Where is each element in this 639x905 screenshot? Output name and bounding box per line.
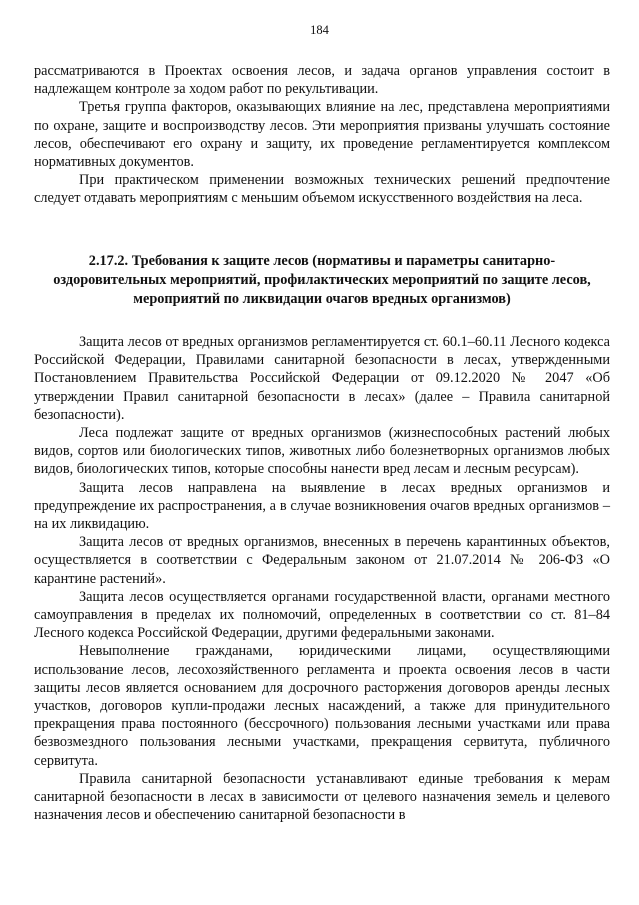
paragraph: Защита лесов осуществляется органами государственной власти, органами местного самоуправления в пределах их полномочий, определенных в соответствии со ст. 81–84 Лесного кодекса Российской Федерации, другими федеральными законами. xyxy=(34,588,610,642)
paragraph: Защита лесов от вредных организмов регламентируется ст. 60.1–60.11 Лесного кодекса Российской Федерации, Правилами санитарной безопасности в лесах, утвержденными Постановлением Правительства Российской Федерации от 09.12.2020 № 2047 «Об утверждении Правил санитарной безопасности в лесах» (далее – Правила санитарной безопасности). xyxy=(34,334,610,423)
section-body xyxy=(34,333,610,824)
paragraph: При практическом применении возможных технических решений предпочтение следует отдавать мероприятиям с меньшим объемом искусственного воздействия на леса. xyxy=(34,172,610,207)
paragraph: рассматриваются в Проектах освоения лесов, и задача органов управления состоит в надлежащем контроле за ходом работ по рекультивации. xyxy=(34,63,610,98)
paragraph: Леса подлежат защите от вредных организмов (жизнеспособных растений любых видов, сортов или биологических типов, животных либо болезнетворных организмов любых видов, биологических типов, которые способны нанести вред лесам и лесным ресурсам). xyxy=(34,425,610,478)
section-heading: 2.17.2. Требования к защите лесов (нормативы и параметры санитарно-оздоровительных мероприятий, профилактических мероприятий по защите лесов, мероприятий по ликвидации очагов вредных организмов) xyxy=(53,253,591,307)
paragraph: Правила санитарной безопасности устанавливают единые требования к мерам санитарной безопасности в лесах в зависимости от целевого назначения земель и целевого назначения лесов и обеспечению санитарной безопасности в xyxy=(34,770,610,824)
paragraph: Невыполнение гражданами, юридическими лицами, осуществляющими использование лесов, лесохозяйственного регламента и проекта освоения лесов в части защиты лесов является основанием для досрочного расторжения договоров аренды лесных участков, договоров купли-продажи лесных насаждений, а также для принудительного прекращения права постоянного (бессрочного) пользования лесными участками или права безвозмездного пользования лесными участками, прекращения сервитута, публичного сервитута. xyxy=(34,643,610,769)
paragraph: Третья группа факторов, оказывающих влияние на лес, представлена мероприятиями по охране, защите и воспроизводству лесов. Эти мероприятия призваны улучшать состояние лесов, обеспечивают его охрану и защиту, их проведение регламентируется комплексом нормативных документов. xyxy=(34,99,610,171)
paragraph: Защита лесов от вредных организмов, внесенных в перечень карантинных объектов, осуществляется в соответствии с Федеральным законом от 21.07.2014 № 206-ФЗ «О карантине растений». xyxy=(34,534,610,587)
page-number: 184 xyxy=(310,23,329,37)
paragraph: Защита лесов направлена на выявление в лесах вредных организмов и предупреждение их распространения, а в случае возникновения очагов вредных организмов – на их ликвидацию. xyxy=(34,479,610,533)
intro-text-block xyxy=(34,62,610,208)
